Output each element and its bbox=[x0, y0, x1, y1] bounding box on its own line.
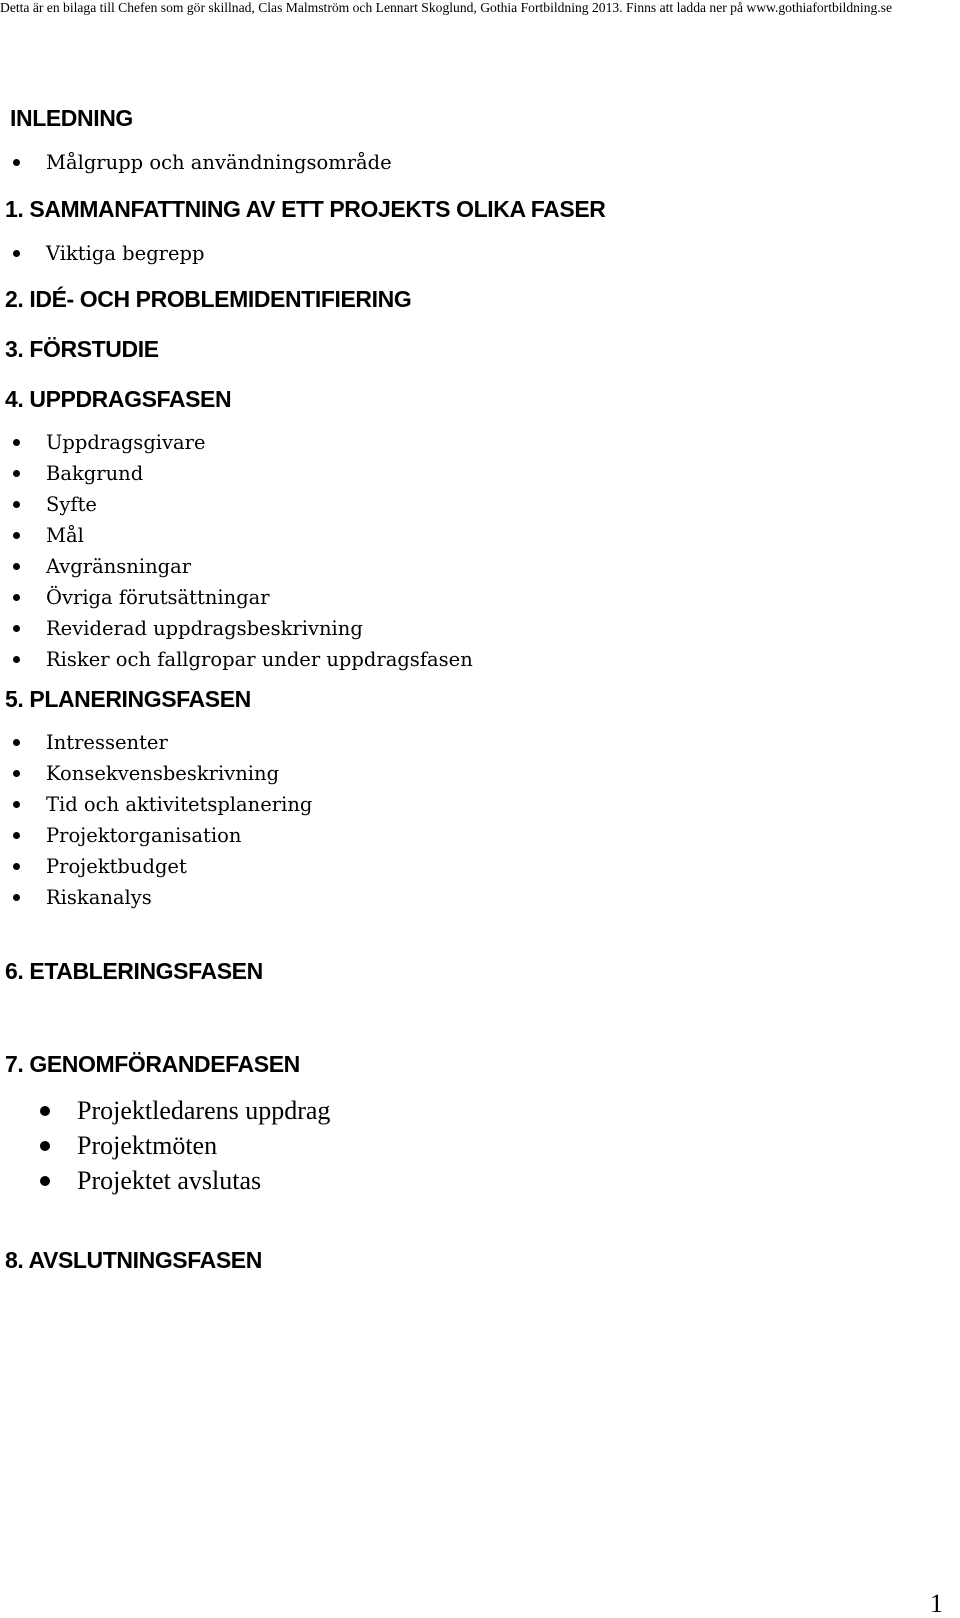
bullet-icon bbox=[5, 582, 46, 613]
bullet-icon bbox=[5, 758, 46, 789]
list-item bbox=[5, 520, 473, 551]
list-item bbox=[5, 238, 205, 269]
list-item bbox=[5, 458, 473, 489]
list-item bbox=[5, 789, 312, 820]
list-item-label: Viktiga begrepp bbox=[46, 242, 205, 265]
bullet-icon bbox=[5, 882, 46, 913]
section-heading-forstudie: 3. FÖRSTUDIE bbox=[5, 336, 159, 362]
list-item bbox=[0, 1093, 330, 1128]
bullet-icon bbox=[5, 820, 46, 851]
list-item bbox=[0, 1163, 330, 1198]
section-heading-etableringsfasen: 6. ETABLERINGSFASEN bbox=[5, 958, 263, 984]
list-item-label: Projektbudget bbox=[46, 855, 187, 878]
list-item-label: Projektet avslutas bbox=[77, 1166, 262, 1195]
section-heading-uppdragsfasen: 4. UPPDRAGSFASEN bbox=[5, 386, 232, 412]
page-number: 1 bbox=[930, 1589, 943, 1618]
list-item-label: Risker och fallgropar under uppdragsfasen bbox=[46, 648, 473, 671]
bullet-icon bbox=[5, 851, 46, 882]
list-item-label: Tid och aktivitetsplanering bbox=[46, 793, 313, 816]
list-item bbox=[5, 489, 473, 520]
list-item-label: Konsekvensbeskrivning bbox=[46, 762, 280, 785]
list-item-label: Riskanalys bbox=[46, 886, 152, 909]
list-item-label: Uppdragsgivare bbox=[46, 431, 206, 454]
section-heading-planeringsfasen: 5. PLANERINGSFASEN bbox=[5, 686, 251, 712]
list-item-label: Avgränsningar bbox=[46, 555, 192, 578]
list-item bbox=[5, 851, 312, 882]
bullet-icon bbox=[5, 489, 46, 520]
list-item-label: Intressenter bbox=[46, 731, 168, 754]
list-item-label: Projektorganisation bbox=[46, 824, 242, 847]
bullet-icon bbox=[0, 1093, 77, 1128]
list-genomforandefasen bbox=[0, 1093, 330, 1198]
list-sammanfattning bbox=[5, 238, 205, 269]
bullet-icon bbox=[0, 1163, 77, 1198]
list-item-label: Målgrupp och användningsområde bbox=[46, 151, 392, 174]
section-heading-sammanfattning: 1. SAMMANFATTNING AV ETT PROJEKTS OLIKA FASER bbox=[5, 196, 606, 222]
section-heading-ide-och-problemidentifiering: 2. IDÉ- OCH PROBLEMIDENTIFIERING bbox=[5, 286, 412, 312]
list-item-label: Projektledarens uppdrag bbox=[77, 1096, 331, 1125]
document-header-note: Detta är en bilaga till Chefen som gör skillnad, Clas Malmström och Lennart Skoglund, Gothia Fortbildning 2013. Finns att ladda ner på www.gothiafortbildning.se bbox=[0, 0, 893, 15]
bullet-icon bbox=[5, 551, 46, 582]
list-item bbox=[5, 882, 312, 913]
list-item-label: Reviderad uppdragsbeskrivning bbox=[46, 617, 363, 640]
list-item-label: Projektmöten bbox=[77, 1131, 218, 1160]
list-item bbox=[5, 427, 473, 458]
list-item bbox=[5, 758, 312, 789]
bullet-icon bbox=[5, 427, 46, 458]
bullet-icon bbox=[5, 644, 46, 675]
bullet-icon bbox=[0, 1128, 77, 1163]
list-item-label: Syfte bbox=[46, 493, 97, 516]
section-heading-avslutningsfasen: 8. AVSLUTNINGSFASEN bbox=[5, 1247, 262, 1273]
list-item bbox=[0, 1128, 330, 1163]
list-item bbox=[5, 644, 473, 675]
list-item bbox=[5, 727, 312, 758]
list-item bbox=[5, 147, 392, 178]
bullet-icon bbox=[5, 789, 46, 820]
list-item bbox=[5, 820, 312, 851]
list-item-label: Bakgrund bbox=[46, 462, 144, 485]
bullet-icon bbox=[5, 147, 46, 178]
list-item-label: Mål bbox=[46, 524, 84, 547]
section-heading-inledning: INLEDNING bbox=[10, 105, 133, 131]
list-item-label: Övriga förutsättningar bbox=[46, 586, 270, 609]
list-planeringsfasen bbox=[5, 727, 312, 913]
bullet-icon bbox=[5, 613, 46, 644]
section-heading-genomforandefasen: 7. GENOMFÖRANDEFASEN bbox=[5, 1051, 300, 1077]
list-inledning bbox=[5, 147, 392, 178]
bullet-icon bbox=[5, 458, 46, 489]
list-item bbox=[5, 551, 473, 582]
bullet-icon bbox=[5, 520, 46, 551]
bullet-icon bbox=[5, 238, 46, 269]
list-item bbox=[5, 582, 473, 613]
bullet-icon bbox=[5, 727, 46, 758]
list-item bbox=[5, 613, 473, 644]
list-uppdragsfasen bbox=[5, 427, 473, 675]
